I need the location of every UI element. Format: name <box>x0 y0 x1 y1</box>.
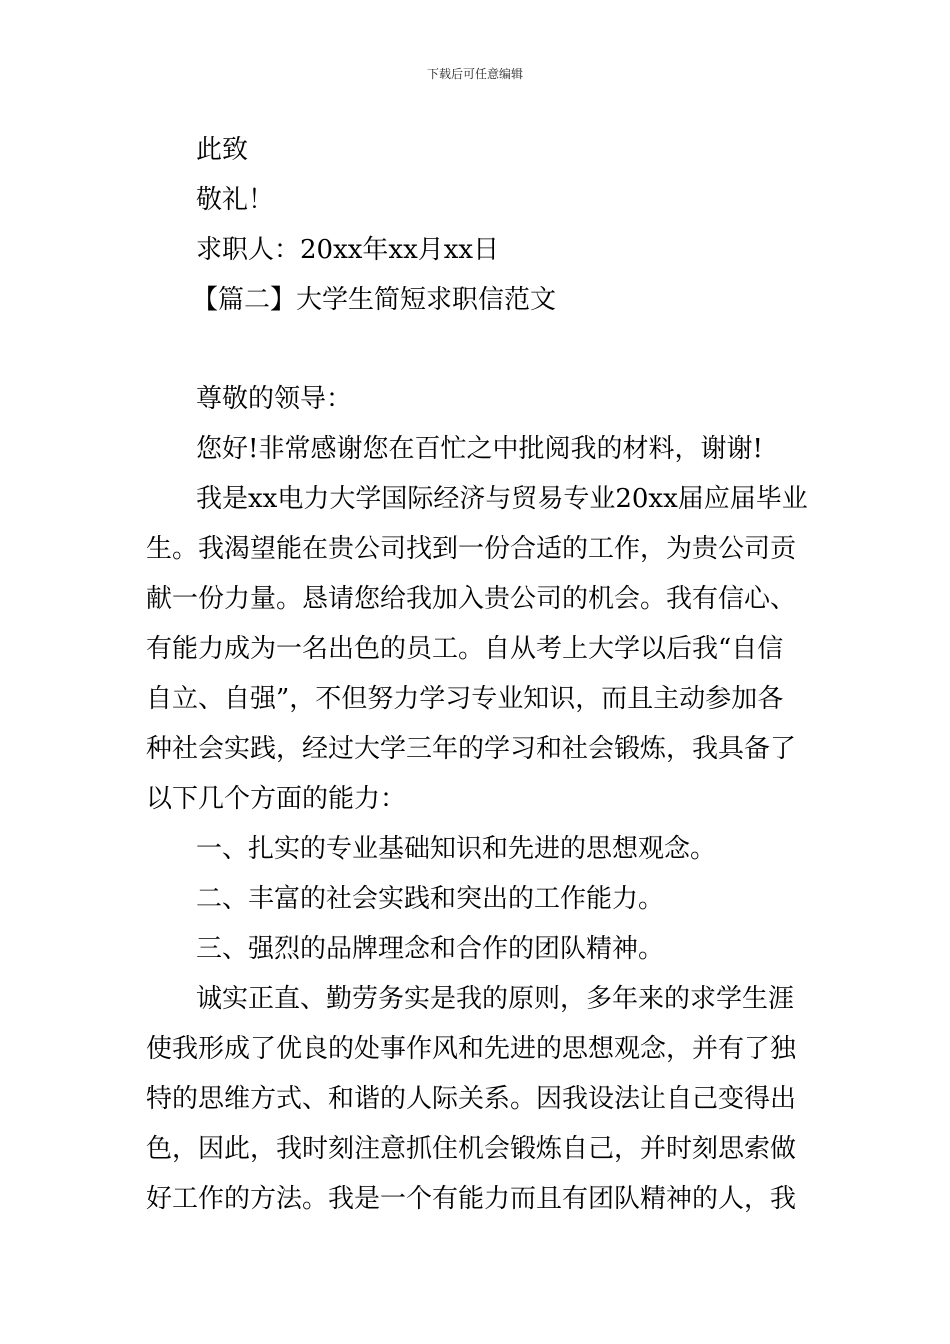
section-title: 【篇二】大学生简短求职信范文 <box>192 285 557 315</box>
paragraph-line: 好工作的方法。我是一个有能力而且有团队精神的人，我 <box>146 1184 797 1214</box>
page-header: 下载后可任意编辑 <box>426 67 523 81</box>
paragraph-line: 特的思维方式、和谐的人际关系。因我设法让自己变得出 <box>146 1084 797 1114</box>
paragraph-line: 有能力成为一名出色的员工。自从考上大学以后我“自信 <box>146 634 784 664</box>
closing-line-2: 敬礼！ <box>196 185 275 215</box>
paragraph-line: 以下几个方面的能力： <box>146 784 407 814</box>
list-item: 一、扎实的专业基础知识和先进的思想观念。 <box>196 834 717 864</box>
closing-line-1: 此致 <box>196 135 249 165</box>
paragraph-line: 种社会实践，经过大学三年的学习和社会锻炼，我具备了 <box>146 734 797 764</box>
salutation: 尊敬的领导： <box>196 384 353 414</box>
list-item: 二、丰富的社会实践和突出的工作能力。 <box>196 884 665 914</box>
paragraph-line: 诚实正直、勤劳务实是我的原则，多年来的求学生涯 <box>196 984 795 1014</box>
paragraph-line: 生。我渴望能在贵公司找到一份合适的工作，为贵公司贡 <box>146 534 797 564</box>
paragraph-line: 献一份力量。恳请您给我加入贵公司的机会。我有信心、 <box>146 584 797 614</box>
paragraph-line: 我是xx电力大学国际经济与贸易专业20xx届应届毕业 <box>196 484 808 514</box>
greeting: 您好!非常感谢您在百忙之中批阅我的材料，谢谢! <box>196 434 763 464</box>
paragraph-line: 色，因此，我时刻注意抓住机会锻炼自己，并时刻思索做 <box>146 1134 797 1164</box>
paragraph-line: 使我形成了优良的处事作风和先进的思想观念，并有了独 <box>146 1034 797 1064</box>
signature-line: 求职人：20xx年xx月xx日 <box>196 235 500 265</box>
list-item: 三、强烈的品牌理念和合作的团队精神。 <box>196 934 665 964</box>
paragraph-line: 自立、自强”，不但努力学习专业知识，而且主动参加各 <box>146 684 784 714</box>
